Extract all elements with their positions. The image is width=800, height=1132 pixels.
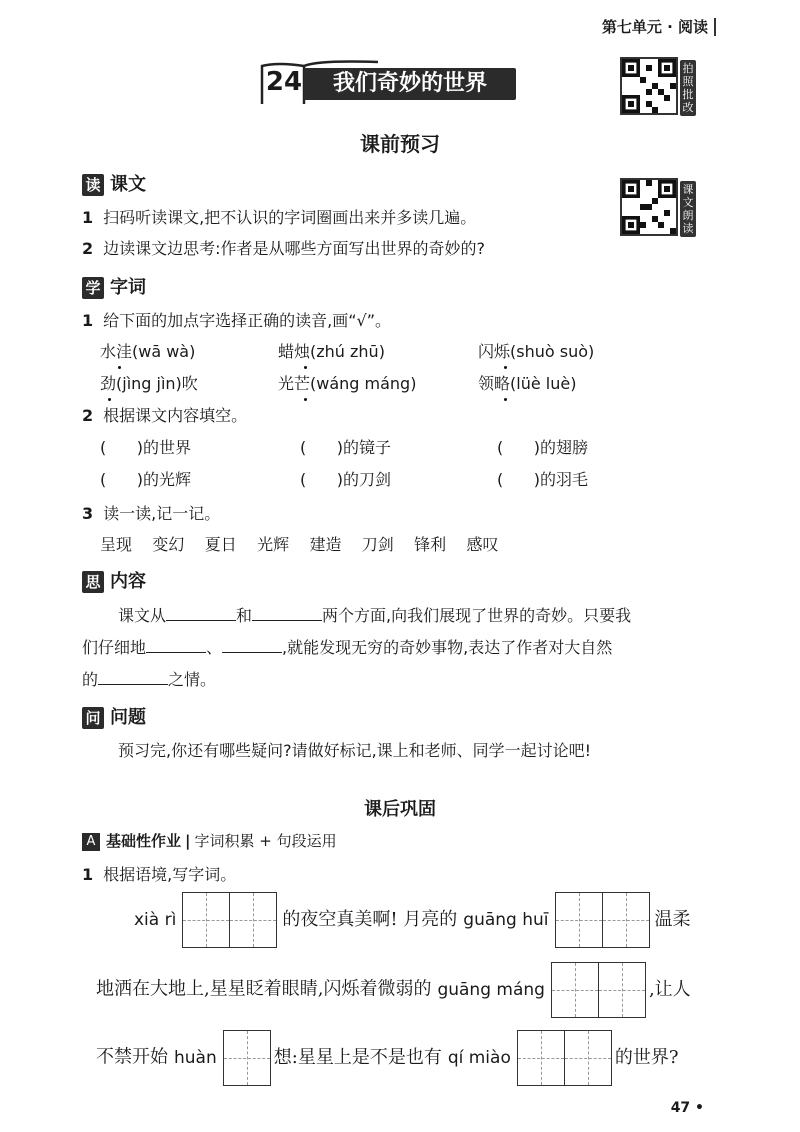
fill-phrase[interactable]: ( )的翅膀: [497, 438, 589, 457]
item-text: 边读课文边思考:作者是从哪些方面写出世界的奇妙的?: [103, 239, 486, 258]
qr-code-icon: [620, 57, 678, 115]
think-line-3: [82, 668, 216, 691]
header-divider: [714, 18, 716, 36]
item-text: 读一读,记一记。: [103, 504, 221, 523]
qr-tag-text-reading: 课文朗读: [680, 181, 696, 237]
text: 两个方面,向我们展现了世界的奇妙。只要我: [322, 606, 632, 625]
qr-code-icon: [620, 178, 678, 236]
section-title-review: 课后巩固: [364, 799, 436, 820]
answer-blank[interactable]: [222, 636, 282, 653]
qr-photo-correct[interactable]: [620, 57, 678, 115]
homework-heading: A 基础性作业 | 字词积累 + 句段运用: [82, 830, 337, 851]
read-item-2: [82, 238, 485, 260]
lesson-number: 24: [265, 67, 303, 97]
fill-phrase[interactable]: ( )的羽毛: [497, 470, 589, 489]
read-heading: [82, 170, 146, 196]
emphasis-dot: [504, 366, 507, 369]
text: 的夜空真美啊! 月亮的: [282, 908, 458, 930]
pinyin-prompt: guāng huī: [463, 909, 549, 930]
qr-tag-photo-correct: 拍照批改: [680, 60, 696, 116]
answer-blank[interactable]: [252, 604, 322, 621]
word: 变幻: [152, 535, 185, 554]
think-line-2: [82, 636, 612, 659]
emphasis-dot: [304, 398, 307, 401]
think-heading: [82, 567, 146, 593]
fill-phrase[interactable]: ( )的世界: [100, 438, 192, 457]
writing-cell[interactable]: [564, 1030, 612, 1086]
writing-cell[interactable]: [598, 962, 646, 1018]
learn-label: 字词: [110, 277, 146, 298]
homework-label: 基础性作业: [106, 832, 182, 850]
word: 建造: [309, 535, 342, 554]
question-tag: 问: [82, 707, 104, 729]
unit-header: 第七单元 · 阅读: [601, 18, 708, 36]
fill-phrase[interactable]: ( )的光辉: [100, 470, 192, 489]
think-tag: 思: [82, 571, 104, 593]
writing-cell[interactable]: [223, 1030, 271, 1086]
pinyin-choice: 劲(jìng jìn)吹: [100, 374, 198, 393]
learn-q3: [82, 503, 220, 525]
text: 想:星星上是不是也有: [273, 1046, 442, 1068]
emphasis-dot: [118, 366, 121, 369]
writing-line-2: [96, 962, 691, 1018]
text: 课文从: [118, 606, 167, 625]
emphasis-dot: [108, 398, 111, 401]
question-text: 预习完,你还有哪些疑问?请做好标记,课上和老师、同学一起讨论吧!: [118, 741, 592, 760]
item-number: 2: [82, 406, 94, 425]
answer-blank[interactable]: [98, 668, 168, 685]
item-number: 2: [82, 239, 94, 258]
writing-cell[interactable]: [517, 1030, 565, 1086]
word: 感叹: [466, 535, 499, 554]
lesson-title: 我们奇妙的世界: [304, 68, 516, 100]
word: 光辉: [257, 535, 290, 554]
question-heading: [82, 703, 146, 729]
homework-sub: 字词积累 + 句段运用: [194, 832, 337, 850]
answer-blank[interactable]: [166, 604, 236, 621]
pinyin-choice: 领略(lüè luè): [478, 374, 577, 393]
word: 锋利: [414, 535, 447, 554]
item-number: 3: [82, 504, 94, 523]
writing-cell[interactable]: [229, 892, 277, 948]
item-number: 1: [82, 311, 94, 330]
pinyin-choice: 蜡烛(zhú zhū): [278, 342, 385, 361]
fill-phrase[interactable]: ( )的刀剑: [300, 470, 392, 489]
writing-cell[interactable]: [555, 892, 603, 948]
think-label: 内容: [110, 571, 146, 592]
item-text: 给下面的加点字选择正确的读音,画“√”。: [103, 311, 392, 330]
section-title-preview: 课前预习: [360, 132, 440, 156]
read-item-1: [82, 207, 476, 229]
text: 温柔: [654, 908, 691, 930]
text: 的: [82, 670, 99, 689]
word: 夏日: [204, 535, 237, 554]
writing-line-1: [128, 892, 691, 948]
text: 地洒在大地上,星星眨着眼睛,闪烁着微弱的: [96, 978, 432, 1000]
emphasis-dot: [504, 398, 507, 401]
think-line-1: [118, 604, 631, 627]
writing-cell[interactable]: [551, 962, 599, 1018]
item-text: 根据课文内容填空。: [103, 406, 248, 425]
word: 呈现: [100, 535, 133, 554]
pinyin-prompt: guāng máng: [437, 979, 545, 1000]
item-text: 扫码听读课文,把不认识的字词圈画出来并多读几遍。: [103, 208, 477, 227]
item-text: 根据语境,写字词。: [103, 865, 237, 884]
level-a-badge: A: [82, 833, 100, 851]
answer-blank[interactable]: [146, 636, 206, 653]
item-number: 1: [82, 865, 94, 884]
pinyin-choice: 闪烁(shuò suò): [478, 342, 595, 361]
pinyin-prompt: xià rì: [134, 909, 177, 930]
question-label: 问题: [110, 707, 146, 728]
writing-cell[interactable]: [182, 892, 230, 948]
writing-line-3: [96, 1030, 679, 1086]
text: 不禁开始: [96, 1046, 168, 1068]
learn-q1: [82, 310, 391, 332]
word-list: [100, 534, 499, 556]
text: 之情。: [168, 670, 217, 689]
emphasis-dot: [304, 366, 307, 369]
learn-tag: 学: [82, 277, 104, 299]
item-number: 1: [82, 208, 94, 227]
pinyin-prompt: qí miào: [447, 1047, 511, 1068]
text: 、: [206, 638, 223, 657]
fill-phrase[interactable]: ( )的镜子: [300, 438, 392, 457]
text: ,让人: [648, 978, 691, 1000]
homework-q1: [82, 864, 236, 886]
pinyin-choice: 光芒(wáng máng): [278, 374, 417, 393]
text: 的世界?: [614, 1046, 679, 1068]
learn-q2: [82, 405, 247, 427]
page-number: 47 •: [670, 1100, 704, 1116]
pinyin-prompt: huàn: [174, 1047, 217, 1068]
text: 和: [236, 606, 253, 625]
lesson-badge: [258, 60, 520, 106]
read-tag: 读: [82, 174, 104, 196]
text: 们仔细地: [82, 638, 147, 657]
writing-cell[interactable]: [602, 892, 650, 948]
learn-heading: [82, 273, 146, 299]
text: ,就能发现无穷的奇妙事物,表达了作者对大自然: [282, 638, 613, 657]
word: 刀剑: [361, 535, 394, 554]
qr-text-reading[interactable]: [620, 178, 678, 236]
read-label: 课文: [110, 174, 146, 195]
pinyin-choice: 水洼(wā wà): [100, 342, 196, 361]
